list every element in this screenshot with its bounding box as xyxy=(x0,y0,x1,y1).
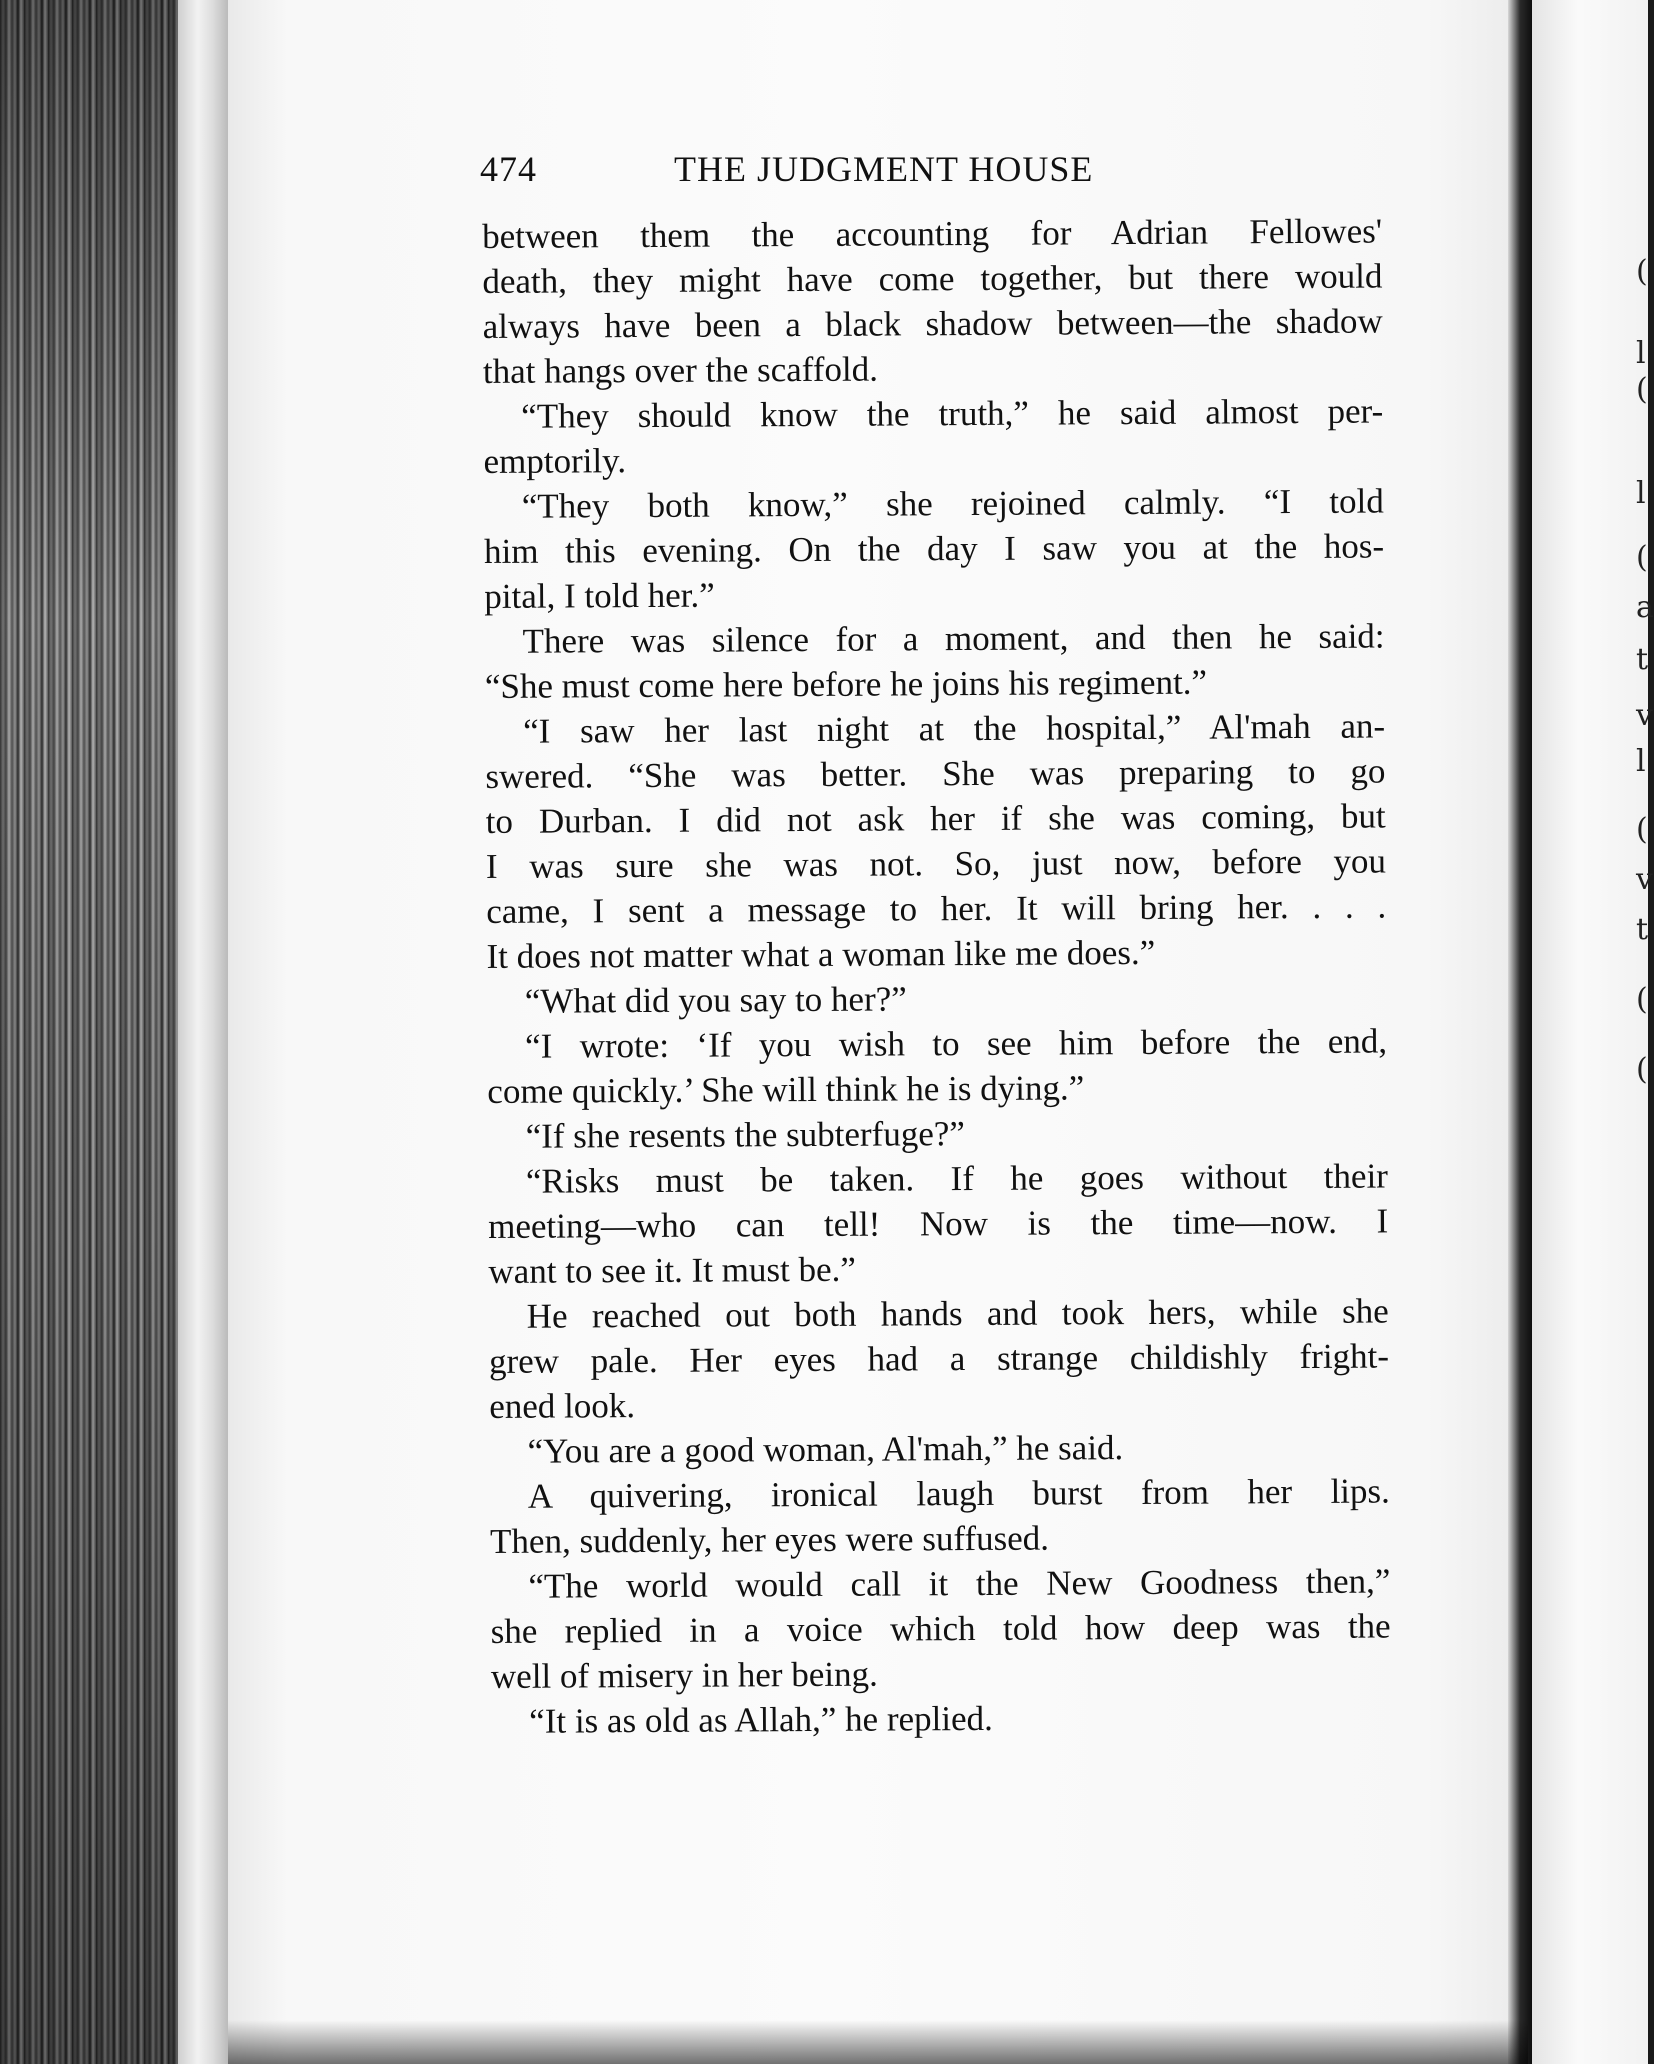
text-line: ened look. xyxy=(489,1386,636,1426)
text-line: “They both know,” she rejoined calmly. “I told xyxy=(521,481,1384,526)
text-line: There was silence for a moment, and then he said: xyxy=(522,616,1385,661)
text-line: A quivering, ironical laugh burst from her lips. xyxy=(527,1471,1390,1516)
text-line: It does not matter what a woman like me does.” xyxy=(486,932,1156,976)
text-line: I was sure she was not. So, just now, before you xyxy=(485,841,1387,886)
book-gutter xyxy=(1508,0,1532,2064)
facing-page-glyph: ( xyxy=(1636,982,1648,1017)
text-line: well of misery in her being. xyxy=(490,1654,878,1696)
text-line: want to see it. It must be.” xyxy=(488,1249,856,1291)
facing-page-glyph: v xyxy=(1636,862,1653,897)
text-line: to Durban. I did not ask her if she was coming, but xyxy=(485,796,1386,841)
text-line: “I saw her last night at the hospital,” Al'mah an- xyxy=(523,706,1386,751)
page-bottom-shadow xyxy=(228,2020,1528,2064)
page-number: 474 xyxy=(480,149,537,189)
facing-page-glyph: ( xyxy=(1636,812,1648,847)
facing-page-glyph: ( xyxy=(1636,1052,1648,1087)
body-text xyxy=(482,209,1391,1744)
text-line: that hangs over the scaffold. xyxy=(482,349,879,391)
text-line: “The world would call it the New Goodness then,” xyxy=(528,1561,1391,1606)
text-line: “Risks must be taken. If he goes without their xyxy=(525,1156,1389,1201)
text-line: grew pale. Her eyes had a strange childishly fright- xyxy=(488,1336,1390,1381)
facing-page-glyph: a xyxy=(1636,590,1654,625)
facing-page-glyph: v xyxy=(1636,698,1653,733)
text-line: “What did you say to her?” xyxy=(524,979,907,1021)
text-line: between them the accounting for Adrian Fellowes' xyxy=(482,211,1383,256)
page-edge-highlight xyxy=(178,0,228,2064)
text-line: meeting—who can tell! Now is the time—now. I xyxy=(488,1201,1389,1246)
text-line: “It is as old as Allah,” he replied. xyxy=(529,1698,993,1741)
text-line: came, I sent a message to her. It will bring her. . . . xyxy=(486,886,1387,931)
facing-page-glyph: l xyxy=(1636,476,1646,511)
text-line: she replied in a voice which told how deep was the xyxy=(490,1606,1391,1651)
text-line: pital, I told her.” xyxy=(484,575,715,616)
running-head xyxy=(480,148,1200,196)
text-line: death, they might have come together, but there would xyxy=(482,256,1383,301)
text-line: emptorily. xyxy=(483,441,627,481)
text-line: He reached out both hands and took hers, while she xyxy=(526,1291,1389,1336)
text-line: Then, suddenly, her eyes were suffused. xyxy=(489,1518,1050,1561)
text-line: him this evening. On the day I saw you at the hos- xyxy=(483,526,1385,571)
facing-page-glyph: t xyxy=(1636,642,1649,677)
facing-page-glyph: ( xyxy=(1636,254,1648,289)
text-line: “If she resents the subterfuge?” xyxy=(525,1114,965,1156)
facing-page-glyph: ( xyxy=(1636,540,1648,575)
book-title: THE JUDGMENT HOUSE xyxy=(674,149,1094,189)
text-line: “They should know the truth,” he said almost per- xyxy=(521,391,1384,436)
text-line: “You are a good woman, Al'mah,” he said. xyxy=(527,1428,1124,1471)
text-line: come quickly.’ She will think he is dying.” xyxy=(487,1068,1085,1111)
text-line: swered. “She was better. She was preparing to go xyxy=(485,751,1386,796)
facing-page-glyph: t xyxy=(1636,912,1649,947)
facing-page xyxy=(1532,0,1654,2064)
text-line: “I wrote: ‘If you wish to see him before the end, xyxy=(524,1021,1388,1066)
facing-page-glyph: l xyxy=(1636,336,1646,371)
text-line: always have been a black shadow between—the shadow xyxy=(482,301,1383,346)
facing-page-glyph: ( xyxy=(1636,372,1648,407)
text-line: “She must come here before he joins his regiment.” xyxy=(484,662,1208,706)
facing-page-glyph: l xyxy=(1636,744,1646,779)
